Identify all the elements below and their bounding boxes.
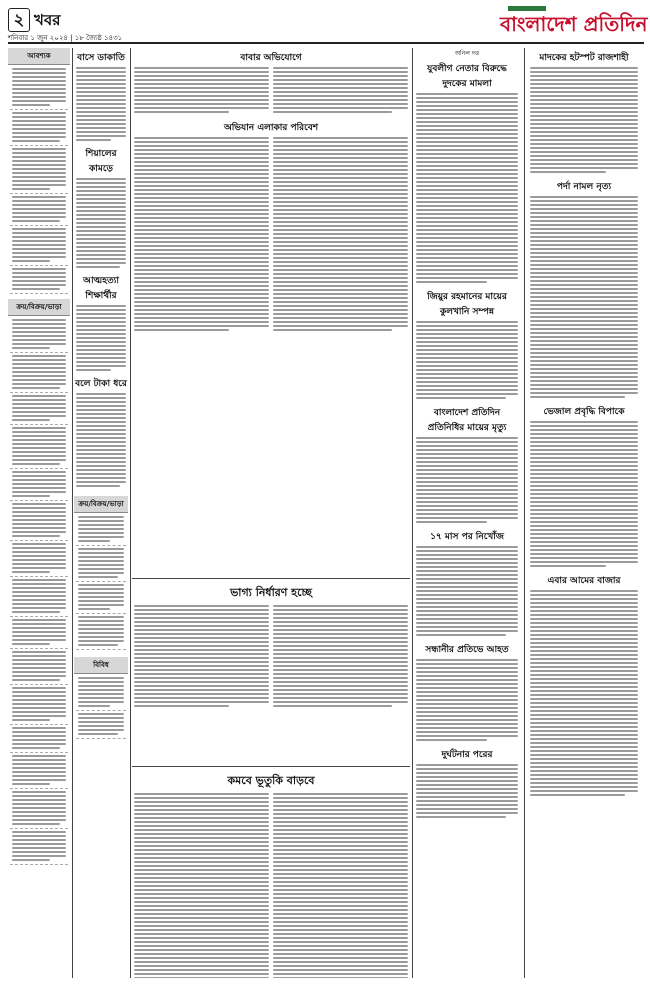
headline-shiyaler: শিয়ালের কামড়ে [85,149,117,174]
headline-bolte: বলে টাকা ধরে [75,379,127,389]
classifieds-column [8,48,70,978]
story-case [414,48,520,821]
section-name: খবর [34,11,61,29]
headline-environment: অভিযান এলাকার পরিবেশ [223,123,319,133]
column-rule [130,48,131,978]
kicker-case: অনিল দত্ত [454,50,480,57]
classified-ads [8,316,70,866]
center-news-area [132,48,410,978]
dateline: শনিবার ১ জুন ২০২৪ | ১৮ জ্যৈষ্ঠ ১৪৩১ [8,34,123,42]
right-news-area [414,48,642,978]
headline-onion: ভাগ্য নির্ধারণ হচ্ছে [230,586,312,599]
headline-tide: পর্দা নামল নৃত্য [556,182,612,192]
page-header [8,6,648,44]
headline-student: আত্মহত্যা শিক্ষার্থীর [83,276,119,301]
headline-mayor: জিয়ুর রহমানের মায়ের কুলখানি সম্পন্ন [427,292,507,317]
headline-mishap: দুর্ঘটনার পরের [441,750,493,760]
headline-tuki: কমবে ভূতুকি বাড়বে [227,774,315,787]
masthead [500,6,648,40]
masthead-title: বাংলাদেশ প্রতিদিন [500,12,648,36]
page-number: ২ [8,8,30,32]
headline-rajshahi: মাদকের হটস্পট রাজশাহী [539,53,629,63]
classified-heading: আবশ্যক [8,48,70,65]
headline-father: বাবার অভিযোগে [240,53,302,63]
section-rule [132,578,410,579]
headline-daughter: বাংলাদেশ প্রতিদিন প্রতিনিধির মায়ের মৃত্যু [427,408,507,433]
column-rule [412,48,413,978]
headline-again: এবার আমের বাজার [547,576,621,586]
headline-bus: বাসে ডাকাতি [77,53,125,63]
headline-market: ভেজাল প্রবৃদ্ধি বিপাকে [543,407,625,417]
classified-heading: ক্রয়/বিক্রয়/ভাড়া [74,496,128,513]
headline-case: যুবলীগ নেতার বিরুদ্ধে দুদকের মামলা [427,64,507,89]
story-onion [132,582,410,710]
headline-seventeen: ১৭ মাস পর নিখোঁজ [430,532,504,542]
story-tuki [132,770,410,978]
classified-heading: বিবিধ [74,657,128,674]
short-news-column [74,48,128,978]
section-rule [132,766,410,767]
classified-heading: ক্রয়/বিক্রয়/ভাড়া [8,299,70,316]
column-rule [524,48,525,978]
story-rajshahi [528,48,640,799]
classified-ads [8,65,70,295]
headline-search: সন্ধানীর প্রতিভে আহত [425,645,509,655]
column-rule [72,48,73,978]
